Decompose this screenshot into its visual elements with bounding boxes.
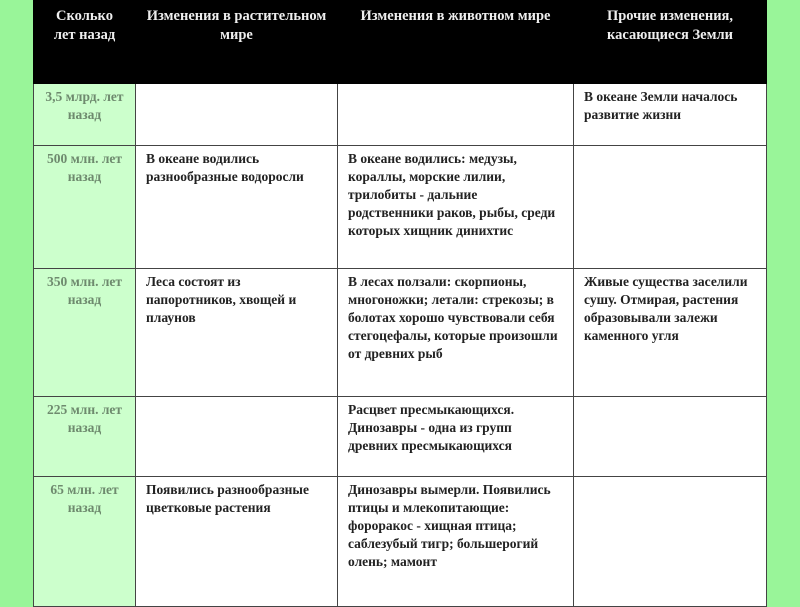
age-cell: 65 млн. лет назад xyxy=(34,477,136,607)
other-cell: В океане Земли началось развитие жизни xyxy=(574,84,767,146)
animals-cell: Динозавры вымерли. Появились птицы и млекопитающие: фороракос - хищная птица; саблезубый тигр; большерогий олень; мамонт xyxy=(338,477,574,607)
age-cell: 3,5 млрд. лет назад xyxy=(34,84,136,146)
table-row xyxy=(34,477,767,607)
other-cell: Живые существа заселили сушу. Отмирая, растения образовывали залежи каменного угля xyxy=(574,269,767,397)
table-row xyxy=(34,397,767,477)
animals-cell: Расцвет пресмыкающихся. Динозавры - одна из групп древних пресмыкающихся xyxy=(338,397,574,477)
animals-cell: В океане водились: медузы, кораллы, морские лилии, трилобиты - дальние родственники раков, рыбы, среди которых хищник динихтис xyxy=(338,146,574,269)
age-cell: 500 млн. лет назад xyxy=(34,146,136,269)
header-plants: Изменения в растительном мире xyxy=(136,1,338,84)
other-cell xyxy=(574,477,767,607)
plants-cell: Появились разнообразные цветковые растения xyxy=(136,477,338,607)
age-cell: 225 млн. лет назад xyxy=(34,397,136,477)
age-cell: 350 млн. лет назад xyxy=(34,269,136,397)
table-row xyxy=(34,84,767,146)
animals-cell xyxy=(338,84,574,146)
plants-cell: Леса состоят из папоротников, хвощей и плаунов xyxy=(136,269,338,397)
header-row xyxy=(34,1,767,84)
header-other: Прочие изменения, касающиеся Земли xyxy=(574,1,767,84)
other-cell xyxy=(574,146,767,269)
header-age: Сколько лет назад xyxy=(34,1,136,84)
plants-cell xyxy=(136,397,338,477)
table-row xyxy=(34,269,767,397)
plants-cell xyxy=(136,84,338,146)
other-cell xyxy=(574,397,767,477)
evolution-table xyxy=(33,0,767,607)
table-row xyxy=(34,146,767,269)
plants-cell: В океане водились разнообразные водоросли xyxy=(136,146,338,269)
header-animals: Изменения в животном мире xyxy=(338,1,574,84)
animals-cell: В лесах ползали: скорпионы, многоножки; летали: стрекозы; в болотах хорошо чувствовали себя стегоцефалы, которые произошли от древних рыб xyxy=(338,269,574,397)
